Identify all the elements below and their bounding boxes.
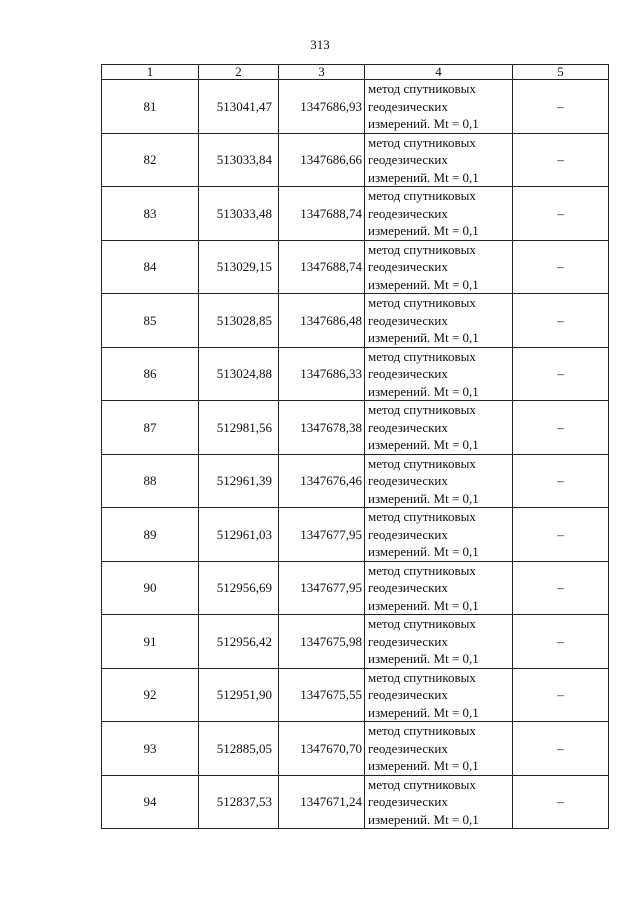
- point-number-cell: 94: [102, 775, 199, 829]
- point-number-cell: 90: [102, 561, 199, 615]
- method-text-line: метод спутниковых: [368, 509, 476, 524]
- point-number-cell: 87: [102, 401, 199, 455]
- method-text-line: метод спутниковых: [368, 455, 476, 471]
- note-cell: –: [513, 615, 609, 669]
- y-coordinate-cell: 1347677,95: [279, 561, 365, 615]
- method-cell: [365, 722, 513, 776]
- y-coordinate-cell: 1347670,70: [279, 722, 365, 776]
- method-text-line: метод спутниковых: [368, 295, 476, 310]
- method-text-line: метод спутниковых: [368, 616, 476, 631]
- x-coordinate-cell: 513029,15: [199, 240, 279, 294]
- header-cell-col-3: 3: [279, 65, 365, 80]
- y-coordinate-cell: 1347671,24: [279, 775, 365, 829]
- x-coordinate-cell: 513033,84: [199, 133, 279, 187]
- method-cell: [365, 240, 513, 294]
- note-cell: –: [513, 294, 609, 348]
- table-row: [102, 615, 609, 669]
- method-text-line: измерений. Mt = 0,1: [368, 704, 479, 720]
- header-cell-col-5: 5: [513, 65, 609, 80]
- page-number: 313: [310, 37, 330, 52]
- table-body: [102, 65, 609, 829]
- point-number-cell: 91: [102, 615, 199, 669]
- header-cell-col-1: 1: [102, 65, 199, 80]
- y-coordinate-cell: 1347678,38: [279, 401, 365, 455]
- method-text-line: метод спутниковых: [368, 134, 476, 150]
- table-row: [102, 294, 609, 348]
- method-text-line: метод спутниковых: [368, 776, 476, 792]
- x-coordinate-cell: 512837,53: [199, 775, 279, 829]
- method-text-line: геодезических: [368, 419, 448, 435]
- table-row: [102, 668, 609, 722]
- method-text-line: измерений. Mt = 0,1: [368, 330, 479, 345]
- method-text-line: геодезических: [368, 580, 448, 595]
- method-text-line: метод спутниковых: [368, 188, 476, 203]
- method-cell: [365, 133, 513, 187]
- method-text-line: метод спутниковых: [368, 241, 476, 257]
- method-text-line: измерений. Mt = 0,1: [368, 811, 479, 827]
- point-number-cell: 92: [102, 668, 199, 722]
- method-cell: [365, 615, 513, 669]
- method-text-line: геодезических: [368, 473, 448, 488]
- note-cell: –: [513, 668, 609, 722]
- y-coordinate-cell: 1347676,46: [279, 454, 365, 508]
- method-text-line: измерений. Mt = 0,1: [368, 223, 479, 238]
- coordinates-table: [101, 64, 609, 829]
- point-number-cell: 85: [102, 294, 199, 348]
- table-row: [102, 240, 609, 294]
- table-row: [102, 454, 609, 508]
- note-cell: –: [513, 401, 609, 455]
- x-coordinate-cell: 512956,42: [199, 615, 279, 669]
- note-cell: –: [513, 80, 609, 134]
- x-coordinate-cell: 512961,39: [199, 454, 279, 508]
- note-cell: –: [513, 722, 609, 776]
- method-text-line: метод спутниковых: [368, 562, 476, 578]
- method-text-line: измерений. Mt = 0,1: [368, 383, 479, 399]
- point-number-cell: 88: [102, 454, 199, 508]
- method-text-line: измерений. Mt = 0,1: [368, 544, 479, 559]
- note-cell: –: [513, 561, 609, 615]
- x-coordinate-cell: 513028,85: [199, 294, 279, 348]
- method-text-line: измерений. Mt = 0,1: [368, 437, 479, 452]
- method-text-line: метод спутниковых: [368, 669, 476, 685]
- y-coordinate-cell: 1347688,74: [279, 240, 365, 294]
- note-cell: –: [513, 508, 609, 562]
- method-text-line: геодезических: [368, 794, 448, 809]
- x-coordinate-cell: 512885,05: [199, 722, 279, 776]
- method-text-line: измерений. Mt = 0,1: [368, 169, 479, 185]
- table-row: [102, 508, 609, 562]
- table-row: [102, 722, 609, 776]
- table-row: [102, 775, 609, 829]
- method-text-line: измерений. Mt = 0,1: [368, 276, 479, 292]
- method-cell: [365, 775, 513, 829]
- method-text-line: метод спутниковых: [368, 348, 476, 364]
- method-text-line: геодезических: [368, 152, 448, 167]
- method-text-line: измерений. Mt = 0,1: [368, 116, 479, 131]
- y-coordinate-cell: 1347686,33: [279, 347, 365, 401]
- method-text-line: метод спутниковых: [368, 402, 476, 417]
- method-cell: [365, 561, 513, 615]
- point-number-cell: 83: [102, 187, 199, 241]
- y-coordinate-cell: 1347675,98: [279, 615, 365, 669]
- point-number-cell: 82: [102, 133, 199, 187]
- method-cell: [365, 508, 513, 562]
- method-text-line: измерений. Mt = 0,1: [368, 651, 479, 666]
- table-header-row: [102, 65, 609, 80]
- table-row: [102, 561, 609, 615]
- x-coordinate-cell: 512951,90: [199, 668, 279, 722]
- x-coordinate-cell: 512956,69: [199, 561, 279, 615]
- y-coordinate-cell: 1347688,74: [279, 187, 365, 241]
- method-cell: [365, 454, 513, 508]
- table-row: [102, 347, 609, 401]
- method-cell: [365, 187, 513, 241]
- table-row: [102, 133, 609, 187]
- note-cell: –: [513, 775, 609, 829]
- method-text-line: измерений. Mt = 0,1: [368, 758, 479, 773]
- x-coordinate-cell: 512961,03: [199, 508, 279, 562]
- note-cell: –: [513, 187, 609, 241]
- method-text-line: геодезических: [368, 259, 448, 274]
- note-cell: –: [513, 240, 609, 294]
- header-cell-col-4: 4: [365, 65, 513, 80]
- method-text-line: геодезических: [368, 98, 448, 114]
- method-cell: [365, 294, 513, 348]
- y-coordinate-cell: 1347675,55: [279, 668, 365, 722]
- method-text-line: геодезических: [368, 687, 448, 702]
- method-text-line: метод спутниковых: [368, 81, 476, 96]
- method-cell: [365, 347, 513, 401]
- method-text-line: геодезических: [368, 366, 448, 381]
- point-number-cell: 81: [102, 80, 199, 134]
- table-row: [102, 187, 609, 241]
- note-cell: –: [513, 454, 609, 508]
- table-row: [102, 401, 609, 455]
- y-coordinate-cell: 1347686,48: [279, 294, 365, 348]
- point-number-cell: 89: [102, 508, 199, 562]
- y-coordinate-cell: 1347686,66: [279, 133, 365, 187]
- x-coordinate-cell: 513024,88: [199, 347, 279, 401]
- method-cell: [365, 668, 513, 722]
- method-text-line: геодезических: [368, 205, 448, 221]
- point-number-cell: 86: [102, 347, 199, 401]
- note-cell: –: [513, 133, 609, 187]
- method-text-line: метод спутниковых: [368, 723, 476, 738]
- method-text-line: геодезических: [368, 312, 448, 328]
- method-text-line: геодезических: [368, 526, 448, 542]
- method-text-line: геодезических: [368, 740, 448, 756]
- x-coordinate-cell: 512981,56: [199, 401, 279, 455]
- method-text-line: измерений. Mt = 0,1: [368, 597, 479, 613]
- point-number-cell: 93: [102, 722, 199, 776]
- x-coordinate-cell: 513033,48: [199, 187, 279, 241]
- method-cell: [365, 80, 513, 134]
- method-text-line: геодезических: [368, 633, 448, 649]
- method-cell: [365, 401, 513, 455]
- table-row: [102, 80, 609, 134]
- y-coordinate-cell: 1347686,93: [279, 80, 365, 134]
- point-number-cell: 84: [102, 240, 199, 294]
- method-text-line: измерений. Mt = 0,1: [368, 490, 479, 506]
- y-coordinate-cell: 1347677,95: [279, 508, 365, 562]
- note-cell: –: [513, 347, 609, 401]
- x-coordinate-cell: 513041,47: [199, 80, 279, 134]
- header-cell-col-2: 2: [199, 65, 279, 80]
